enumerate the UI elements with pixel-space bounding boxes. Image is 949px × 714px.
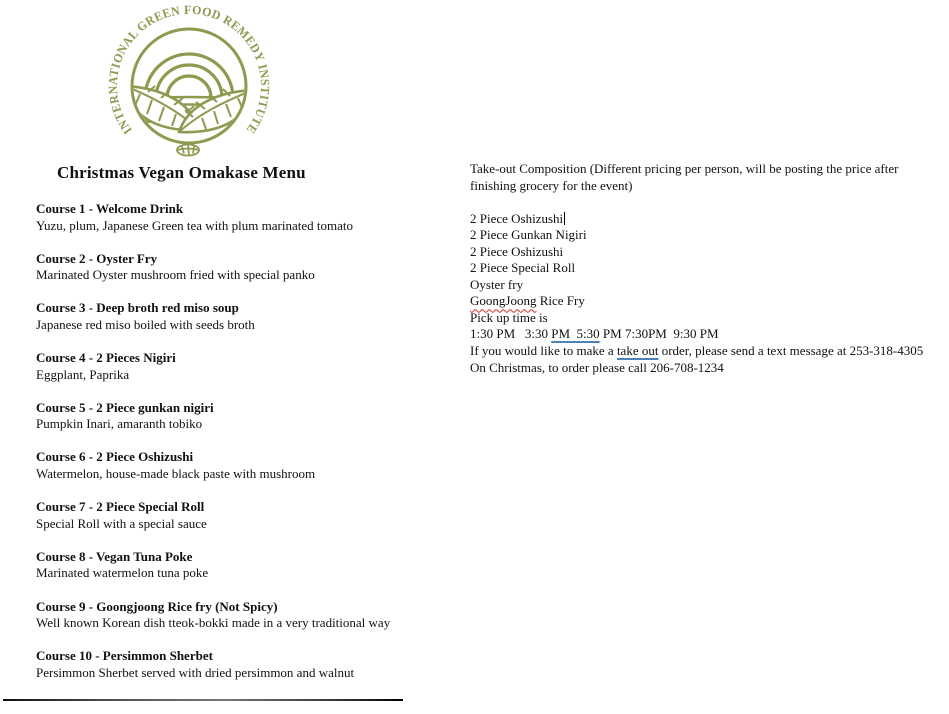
takeout-intro-line-1[interactable]: Take-out Composition (Different pricing per person, will be posting the price after (470, 161, 899, 176)
course-description[interactable]: Pumpkin Inari, amaranth tobiko (36, 416, 203, 432)
course-description[interactable]: Special Roll with a special sauce (36, 515, 207, 531)
logo-emblem-icon (95, 2, 285, 162)
order-segment: order, please send a text message at 253-318-4305 (658, 343, 924, 359)
takeout-item[interactable] (470, 293, 946, 310)
times-segment: 1:30 PM 3:30 (470, 326, 552, 342)
course-item (36, 549, 456, 599)
course-heading[interactable]: Course 1 - Welcome Drink (36, 201, 184, 216)
course-heading[interactable]: Course 9 - Goongjoong Rice fry (Not Spicy) (36, 598, 278, 614)
takeout-item[interactable]: 2 Piece Special Roll (470, 260, 576, 276)
course-heading[interactable]: Course 7 - 2 Piece Special Roll (36, 499, 205, 515)
course-description[interactable]: Persimmon Sherbet served with dried persimmon and walnut (36, 664, 355, 680)
logo-circle-text: INTERNATIONAL GREEN FOOD REMEDY INSTITUTE (105, 2, 273, 137)
order-instruction-line[interactable] (470, 343, 946, 360)
course-item (36, 648, 456, 698)
course-heading[interactable]: Course 5 - 2 Piece gunkan nigiri (36, 399, 214, 415)
blank-line (470, 194, 946, 211)
course-list[interactable] (36, 201, 456, 698)
course-description[interactable]: Watermelon, house-made black paste with mushroom (36, 465, 316, 481)
order-segment: If you would like to make a (470, 343, 617, 359)
order-underlined-segment: take out (616, 343, 659, 359)
course-heading[interactable]: Course 2 - Oyster Fry (36, 250, 158, 266)
course-description[interactable]: Japanese red miso boiled with seeds broth (36, 316, 255, 332)
takeout-item[interactable]: 2 Piece Gunkan Nigiri (470, 227, 587, 243)
takeout-section[interactable] (470, 161, 946, 376)
menu-title[interactable]: Christmas Vegan Omakase Menu (57, 163, 306, 182)
course-item (36, 300, 456, 350)
course-heading[interactable]: Course 4 - 2 Pieces Nigiri (36, 350, 176, 366)
horizontal-rule (3, 699, 403, 701)
course-heading[interactable]: Course 3 - Deep broth red miso soup (36, 300, 239, 316)
pickup-time-label[interactable]: Pick up time is (470, 309, 548, 325)
times-segment: PM 7:30PM 9:30 PM (599, 326, 719, 342)
course-item (36, 499, 456, 549)
course-description[interactable]: Marinated watermelon tuna poke (36, 565, 209, 581)
course-item (36, 599, 456, 649)
text-cursor (564, 212, 565, 225)
takeout-item[interactable]: Oyster fry (470, 276, 524, 292)
course-heading[interactable]: Course 10 - Persimmon Sherbet (36, 648, 213, 664)
course-description[interactable]: Well known Korean dish tteok-bokki made in a very traditional way (36, 615, 391, 630)
course-item (36, 400, 456, 450)
misspelled-word: GoongJoong (470, 293, 537, 309)
course-heading[interactable]: Course 6 - 2 Piece Oshizushi (36, 449, 194, 465)
takeout-item-text: 2 Piece Oshizushi (470, 210, 564, 226)
course-item (36, 251, 456, 301)
green-food-remedy-institute-logo (95, 2, 285, 162)
christmas-order-line[interactable]: On Christmas, to order please call 206-708-1234 (470, 359, 724, 375)
course-description[interactable]: Yuzu, plum, Japanese Green tea with plum marinated tomato (36, 217, 353, 233)
course-item (36, 350, 456, 400)
takeout-intro-line-2[interactable]: finishing grocery for the event) (470, 177, 633, 193)
times-underlined-segment: PM 5:30 (551, 326, 600, 342)
takeout-item[interactable] (470, 211, 946, 228)
course-item (36, 201, 456, 251)
course-heading[interactable]: Course 8 - Vegan Tuna Poke (36, 548, 193, 564)
takeout-item[interactable]: 2 Piece Oshizushi (470, 243, 564, 259)
logo-bottom-leaf-icon (177, 145, 199, 156)
takeout-item-text: Rice Fry (536, 293, 585, 309)
course-item (36, 449, 456, 499)
course-description[interactable]: Marinated Oyster mushroom fried with special panko (36, 267, 315, 283)
course-description[interactable]: Eggplant, Paprika (36, 366, 130, 382)
pickup-times-line[interactable] (470, 326, 946, 343)
